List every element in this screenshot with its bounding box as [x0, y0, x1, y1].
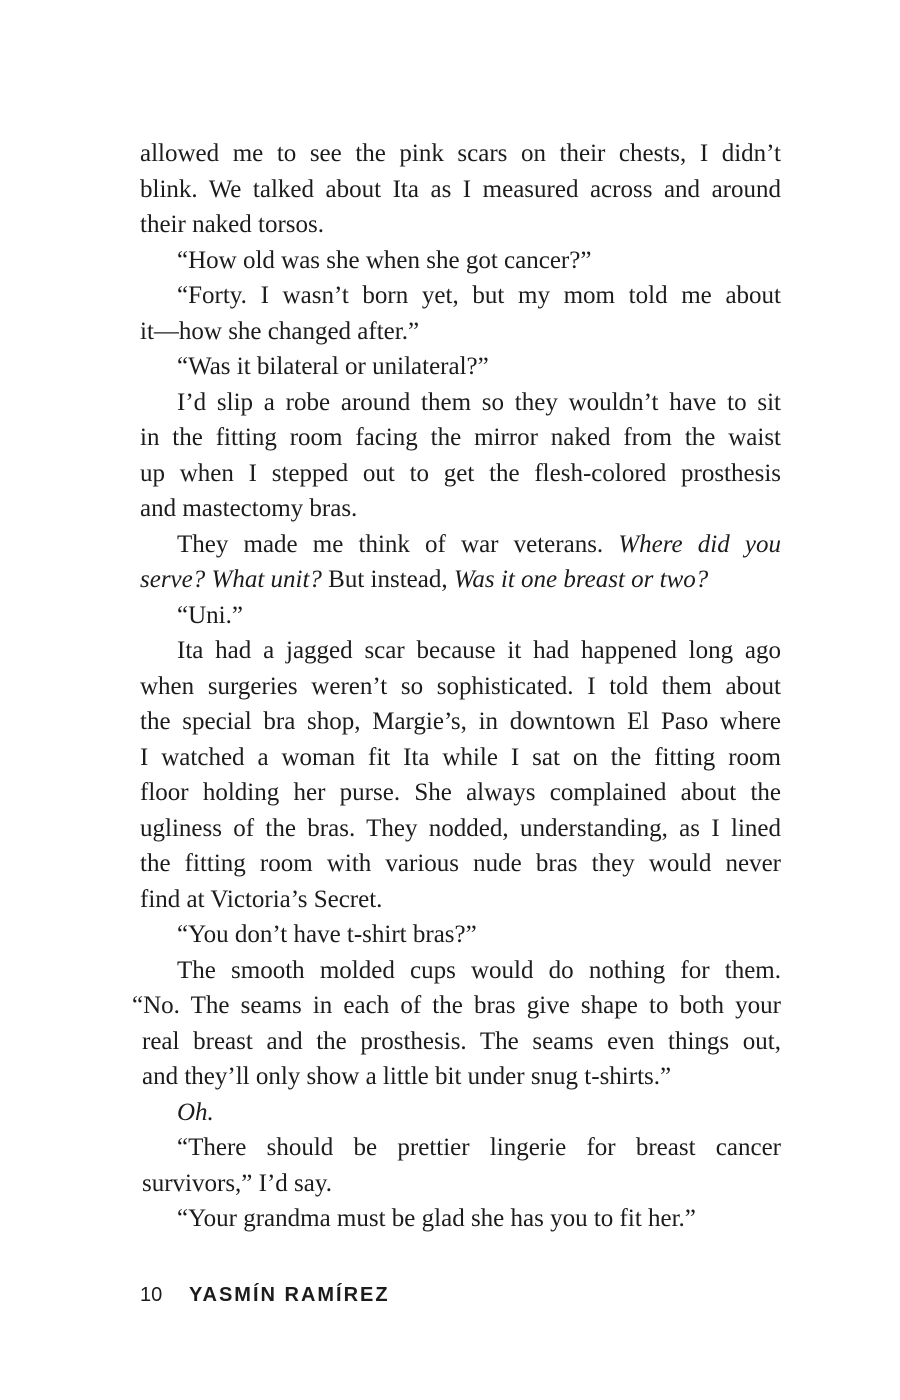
text-line: [140, 562, 781, 598]
text-line: floor holding her purse. She always complained about the: [140, 779, 781, 806]
text-line: “You don’t have t-shirt bras?”: [177, 921, 477, 948]
page-body: [132, 136, 781, 1237]
text-run: They made me think of war veterans.: [177, 530, 619, 558]
text-line: I’d slip a robe around them so they wouldn’t have to sit: [177, 388, 781, 416]
text-line: [140, 1095, 781, 1131]
text-line: allowed me to see the pink scars on their chests, I didn’t: [140, 140, 781, 167]
text-line: The smooth molded cups would do nothing for them.: [177, 956, 781, 984]
text-line: “There should be prettier lingerie for breast cancer: [177, 1134, 781, 1161]
italic-run: Oh.: [177, 1098, 214, 1126]
text-line: “Uni.”: [177, 601, 243, 629]
text-line: “Forty. I wasn’t born yet, but my mom told me about: [177, 282, 781, 309]
text-line: their naked torsos.: [140, 211, 324, 238]
text-line: the special bra shop, Margie’s, in downtown El Paso where: [140, 708, 781, 735]
italic-run: serve? What unit?: [140, 566, 322, 593]
text-line: Ita had a jagged scar because it had happened long ago: [177, 637, 781, 664]
text-line: the fitting room with various nude bras they would never: [140, 850, 781, 877]
page-footer: [140, 1284, 390, 1307]
text-line: when surgeries weren’t so sophisticated. I told them about: [140, 672, 781, 700]
text-line: “Was it bilateral or unilateral?”: [177, 353, 489, 380]
text-line: “How old was she when she got cancer?”: [177, 246, 592, 274]
italic-run: Where did you: [618, 530, 781, 558]
text-line: “No. The seams in each of the bras give shape to both your: [132, 992, 781, 1019]
text-line: and mastectomy bras.: [140, 495, 358, 522]
text-line: real breast and the prosthesis. The seams even things out,: [142, 1027, 781, 1055]
text-line: “Your grandma must be glad she has you to fit her.”: [177, 1205, 696, 1232]
text-line: in the fitting room facing the mirror naked from the waist: [140, 424, 781, 451]
text-run: But instead,: [321, 566, 454, 593]
running-head-author: YASMÍN RAMÍREZ: [189, 1284, 390, 1306]
text-line: up when I stepped out to get the flesh-colored prosthesis: [140, 459, 781, 487]
text-line: and they’ll only show a little bit under snug t-shirts.”: [142, 1063, 672, 1090]
text-line: ugliness of the bras. They nodded, understanding, as I lined: [140, 814, 781, 842]
text-line: blink. We talked about Ita as I measured across and around: [140, 175, 781, 203]
text-line: [140, 527, 781, 563]
text-line: survivors,” I’d say.: [142, 1169, 333, 1197]
text-line: find at Victoria’s Secret.: [140, 885, 383, 913]
page-number: 10: [140, 1284, 163, 1306]
text-line: it—how she changed after.”: [140, 317, 420, 345]
italic-run: Was it one breast or two?: [453, 566, 709, 593]
text-line: I watched a woman fit Ita while I sat on the fitting room: [140, 743, 781, 771]
